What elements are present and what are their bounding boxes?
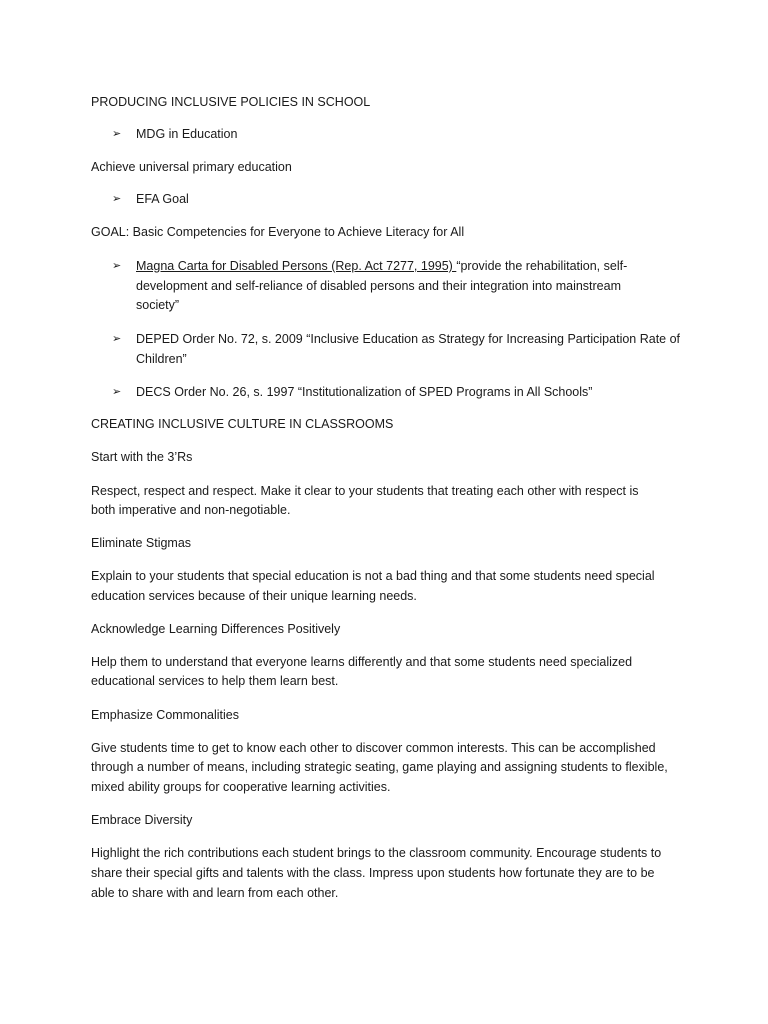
subheading-commonalities: Emphasize Commonalities — [91, 708, 239, 722]
section-heading-culture: CREATING INCLUSIVE CULTURE IN CLASSROOMS — [91, 417, 394, 431]
subheading-3rs: Start with the 3’Rs — [91, 450, 193, 464]
paragraph-diversity-cont: able to share with and learn from each other. — [91, 886, 339, 900]
subheading-acknowledge: Acknowledge Learning Differences Positively — [91, 622, 341, 636]
paragraph-goal: GOAL: Basic Competencies for Everyone to Achieve Literacy for All — [91, 225, 465, 239]
bullet-text: DEPED Order No. 72, s. 2009 “Inclusive Education as Strategy for Increasing Participation Rate of — [136, 332, 681, 346]
arrowhead-bullet-icon: ➢ — [112, 386, 122, 398]
bullet-text: EFA Goal — [136, 192, 189, 206]
paragraph-commonalities-cont: mixed ability groups for cooperative learning activities. — [91, 780, 391, 794]
section-heading-policies: PRODUCING INCLUSIVE POLICIES IN SCHOOL — [91, 95, 371, 109]
bullet-text-cont: development and self-reliance of disabled persons and their integration into mainstream — [136, 278, 622, 293]
bullet-text — [136, 257, 686, 277]
paragraph-stigmas-cont: education services because of their unique learning needs. — [91, 589, 417, 603]
paragraph-respect: Respect, respect and respect. Make it clear to your students that treating each other with respect is — [91, 484, 639, 498]
paragraph-acknowledge-cont: educational services to help them learn best. — [91, 674, 339, 688]
paragraph-respect-cont: both imperative and non-negotiable. — [91, 503, 291, 517]
paragraph-commonalities: Give students time to get to know each other to discover common interests. This can be accomplished — [91, 741, 656, 755]
arrowhead-bullet-icon: ➢ — [112, 193, 122, 205]
paragraph-diversity-cont: share their special gifts and talents with the class. Impress upon students how fortunate they are to be — [91, 866, 655, 880]
paragraph-commonalities-cont: through a number of means, including strategic seating, game playing and assigning students to flexible, — [91, 760, 668, 774]
paragraph-diversity: Highlight the rich contributions each student brings to the classroom community. Encourage students to — [91, 846, 662, 860]
bullet-text: DECS Order No. 26, s. 1997 “Institutionalization of SPED Programs in All Schools” — [136, 385, 593, 399]
paragraph-acknowledge: Help them to understand that everyone learns differently and that some students need specialized — [91, 655, 633, 669]
subheading-stigmas: Eliminate Stigmas — [91, 536, 192, 550]
bullet-text: MDG in Education — [136, 127, 238, 141]
arrowhead-bullet-icon: ➢ — [112, 260, 122, 272]
arrowhead-bullet-icon: ➢ — [112, 128, 122, 140]
arrowhead-bullet-icon: ➢ — [112, 333, 122, 345]
magna-quote-start: “provide the rehabilitation, self- — [456, 259, 628, 273]
magna-carta-link[interactable]: Magna Carta for Disabled Persons (Rep. Act 7277, 1995) — [136, 259, 457, 273]
paragraph-achieve: Achieve universal primary education — [91, 160, 292, 174]
paragraph-stigmas: Explain to your students that special education is not a bad thing and that some students need special — [91, 569, 655, 583]
bullet-text-cont: Children” — [136, 351, 187, 366]
subheading-diversity: Embrace Diversity — [91, 813, 193, 827]
bullet-text-cont: society” — [136, 298, 180, 312]
